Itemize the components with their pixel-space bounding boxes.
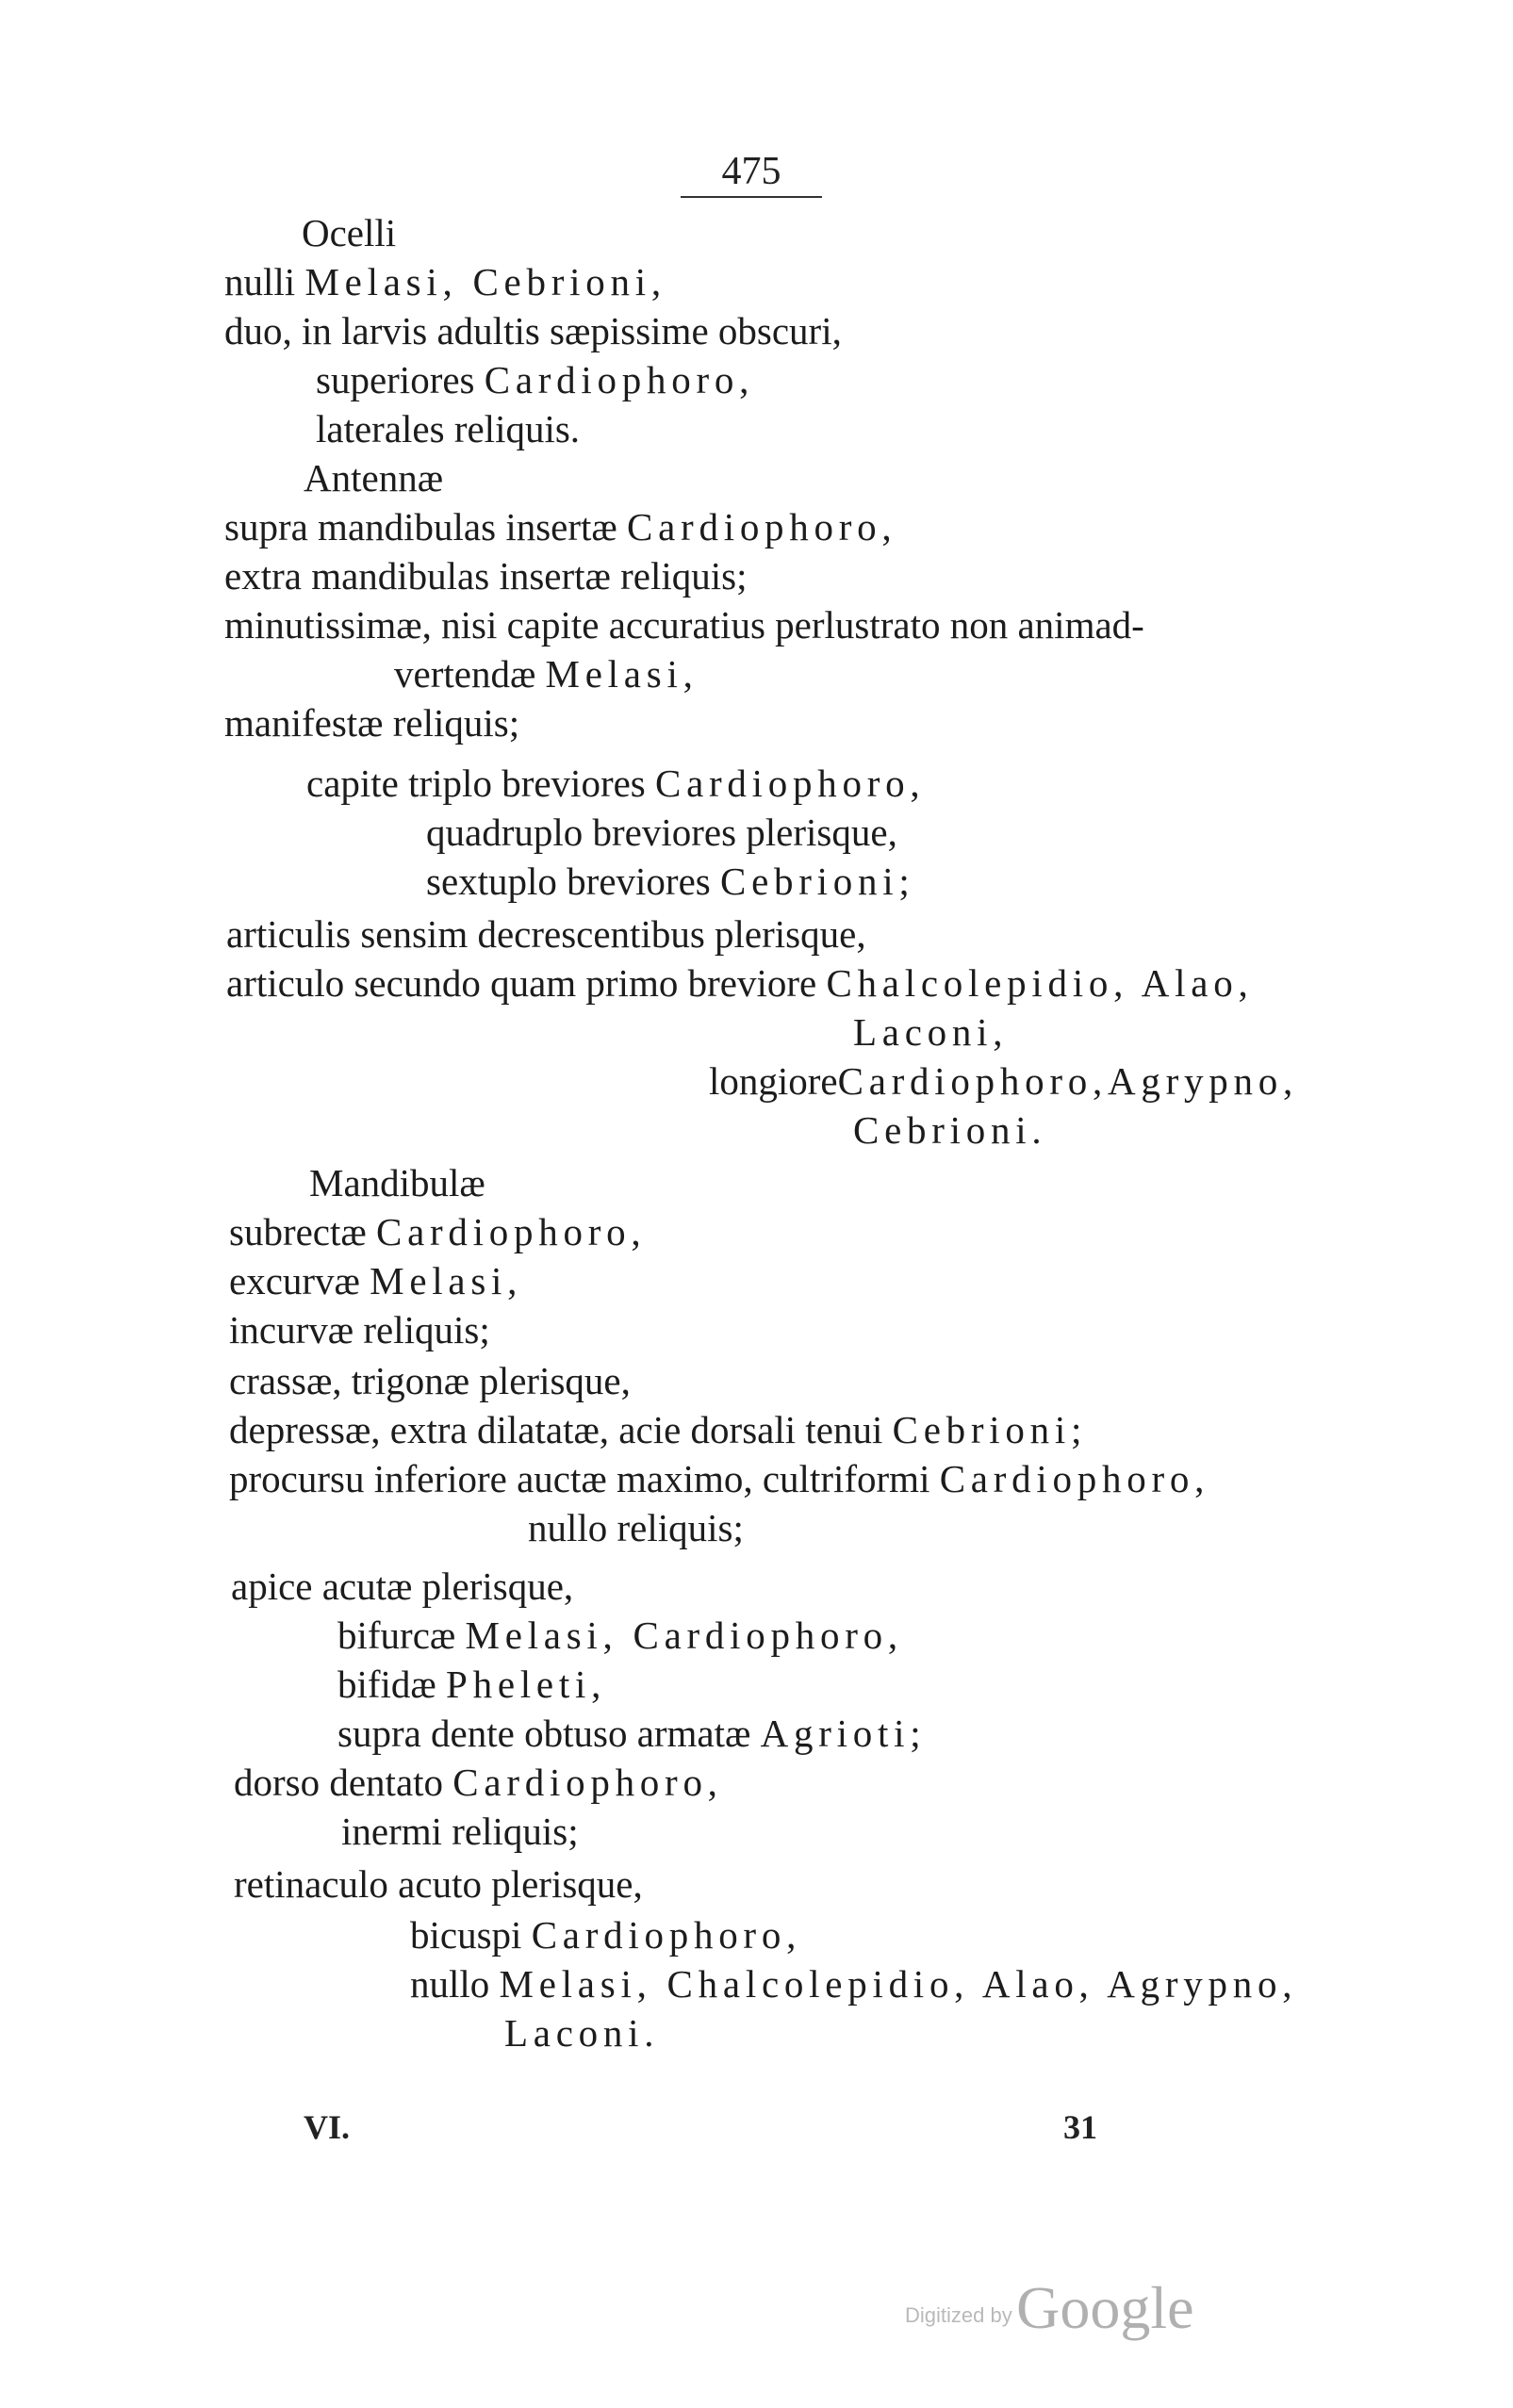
signature-mark: VI. xyxy=(304,2108,351,2146)
text-line xyxy=(426,858,915,905)
text-fragment: dorso dentato xyxy=(234,1761,453,1804)
spaced-genus-name: Pheleti, xyxy=(446,1663,607,1706)
digitized-watermark xyxy=(905,2273,1194,2343)
text-fragment: quadruplo breviores plerisque, xyxy=(426,811,897,854)
text-line xyxy=(528,1504,744,1551)
text-fragment: incurvæ reliquis; xyxy=(229,1308,490,1351)
spaced-genus-name: Melasi, xyxy=(370,1259,523,1302)
text-fragment: excurvæ xyxy=(229,1259,370,1302)
spaced-genus-name: Cardiophoro, xyxy=(939,1457,1210,1500)
text-line xyxy=(426,809,897,856)
sheet-number: 31 xyxy=(1063,2108,1097,2146)
text-line xyxy=(229,1208,646,1255)
spaced-genus-name: Cebrioni. xyxy=(853,1108,1047,1152)
text-line xyxy=(231,1563,573,1610)
text-line xyxy=(504,2009,659,2056)
spaced-genus-name: Cardiophoro, xyxy=(531,1913,802,1957)
spaced-genus-name: Laconi, xyxy=(853,1010,1009,1054)
text-fragment: Antennæ xyxy=(304,456,444,500)
spaced-genus-name: Laconi. xyxy=(504,2011,660,2055)
text-fragment: superiores xyxy=(316,358,485,401)
text-fragment: inermi reliquis; xyxy=(341,1810,579,1853)
spaced-genus-name: Melasi, Chalcolepidio, Alao, Agrypno, xyxy=(499,1962,1298,2006)
text-line xyxy=(229,1306,490,1353)
text-fragment: capite triplo breviores xyxy=(306,762,656,805)
text-line xyxy=(709,1057,1298,1105)
text-fragment: articulo secundo quam primo breviore xyxy=(226,961,827,1005)
spaced-genus-name: Agrioti; xyxy=(760,1712,927,1755)
text-line xyxy=(316,405,580,452)
text-line xyxy=(302,209,396,256)
text-fragment: nullo reliquis; xyxy=(528,1506,744,1549)
text-line xyxy=(224,503,896,550)
text-line xyxy=(304,454,443,501)
text-fragment: longiore xyxy=(709,1059,838,1103)
text-line xyxy=(229,1357,631,1404)
text-fragment: bicuspi xyxy=(410,1913,532,1957)
text-fragment: crassæ, trigonæ plerisque, xyxy=(229,1359,631,1402)
spaced-genus-name: Cardiophoro, xyxy=(655,762,926,805)
text-line xyxy=(309,1159,485,1206)
text-fragment: laterales reliquis. xyxy=(316,407,581,450)
text-line xyxy=(224,258,666,305)
text-fragment: nulli xyxy=(224,260,305,303)
text-line xyxy=(853,1008,1008,1056)
text-line xyxy=(316,356,754,403)
page-number: 475 xyxy=(721,150,781,193)
spaced-genus-name: Cardiophoro, xyxy=(484,358,755,401)
watermark-google-logo: Google xyxy=(1016,2274,1194,2341)
text-fragment: Ocelli xyxy=(302,211,397,254)
text-fragment: supra dente obtuso armatæ xyxy=(337,1712,761,1755)
text-fragment: apice acutæ plerisque, xyxy=(231,1564,574,1608)
text-line xyxy=(394,650,699,697)
spaced-genus-name: Melasi, Cardiophoro, xyxy=(465,1614,903,1657)
spaced-genus-name: Melasi, xyxy=(545,652,699,696)
text-line xyxy=(341,1808,579,1855)
text-line xyxy=(337,1710,926,1757)
spaced-genus-name: Cebrioni; xyxy=(719,860,915,903)
text-fragment: procursu inferiore auctæ maximo, cultriformi xyxy=(229,1457,940,1500)
text-line xyxy=(224,601,1144,648)
text-fragment: subrectæ xyxy=(229,1210,376,1253)
text-fragment: vertendæ xyxy=(394,652,546,696)
text-line xyxy=(229,1257,522,1304)
spaced-genus-name: Cebrioni; xyxy=(892,1408,1088,1451)
text-line xyxy=(853,1106,1046,1154)
text-line xyxy=(226,959,1253,1007)
text-line xyxy=(224,552,748,599)
text-fragment: retinaculo acuto plerisque, xyxy=(234,1862,643,1906)
text-line xyxy=(306,760,925,807)
text-fragment: minutissimæ, nisi capite accuratius perlustrato non animad- xyxy=(224,603,1144,647)
spaced-genus-name: Cardiophoro,Agrypno, xyxy=(837,1059,1298,1103)
text-line xyxy=(224,307,842,354)
spaced-genus-name: Melasi, Cebrioni, xyxy=(304,260,666,303)
spaced-genus-name: Cardiophoro, xyxy=(376,1210,647,1253)
text-fragment: sextuplo breviores xyxy=(426,860,720,903)
text-fragment: Mandibulæ xyxy=(309,1161,485,1204)
text-line xyxy=(337,1661,606,1708)
text-line xyxy=(234,1759,723,1806)
watermark-small-text: Digitized by xyxy=(905,2303,1012,2327)
text-fragment: extra mandibulas insertæ reliquis; xyxy=(224,554,748,598)
text-fragment: bifidæ xyxy=(337,1663,447,1706)
spaced-genus-name: Cardiophoro, xyxy=(627,505,897,549)
header-rule xyxy=(681,196,822,198)
text-line xyxy=(226,910,866,958)
text-line xyxy=(410,1911,801,1958)
text-line xyxy=(410,1960,1297,2007)
text-fragment: duo, in larvis adultis sæpissime obscuri, xyxy=(224,309,842,352)
spaced-genus-name: Cardiophoro, xyxy=(452,1761,723,1804)
text-line xyxy=(224,699,519,746)
spaced-genus-name: Chalcolepidio, Alao, xyxy=(826,961,1254,1005)
text-fragment: bifurcæ xyxy=(337,1614,466,1657)
text-fragment: supra mandibulas insertæ xyxy=(224,505,628,549)
text-fragment: manifestæ reliquis; xyxy=(224,701,520,745)
text-line xyxy=(229,1455,1209,1502)
text-fragment: depressæ, extra dilatatæ, acie dorsali tenui xyxy=(229,1408,893,1451)
text-line xyxy=(229,1406,1087,1453)
text-fragment: nullo xyxy=(410,1962,500,2006)
text-line xyxy=(234,1860,643,1908)
text-fragment: articulis sensim decrescentibus plerisque, xyxy=(226,912,866,956)
text-line xyxy=(337,1612,903,1659)
